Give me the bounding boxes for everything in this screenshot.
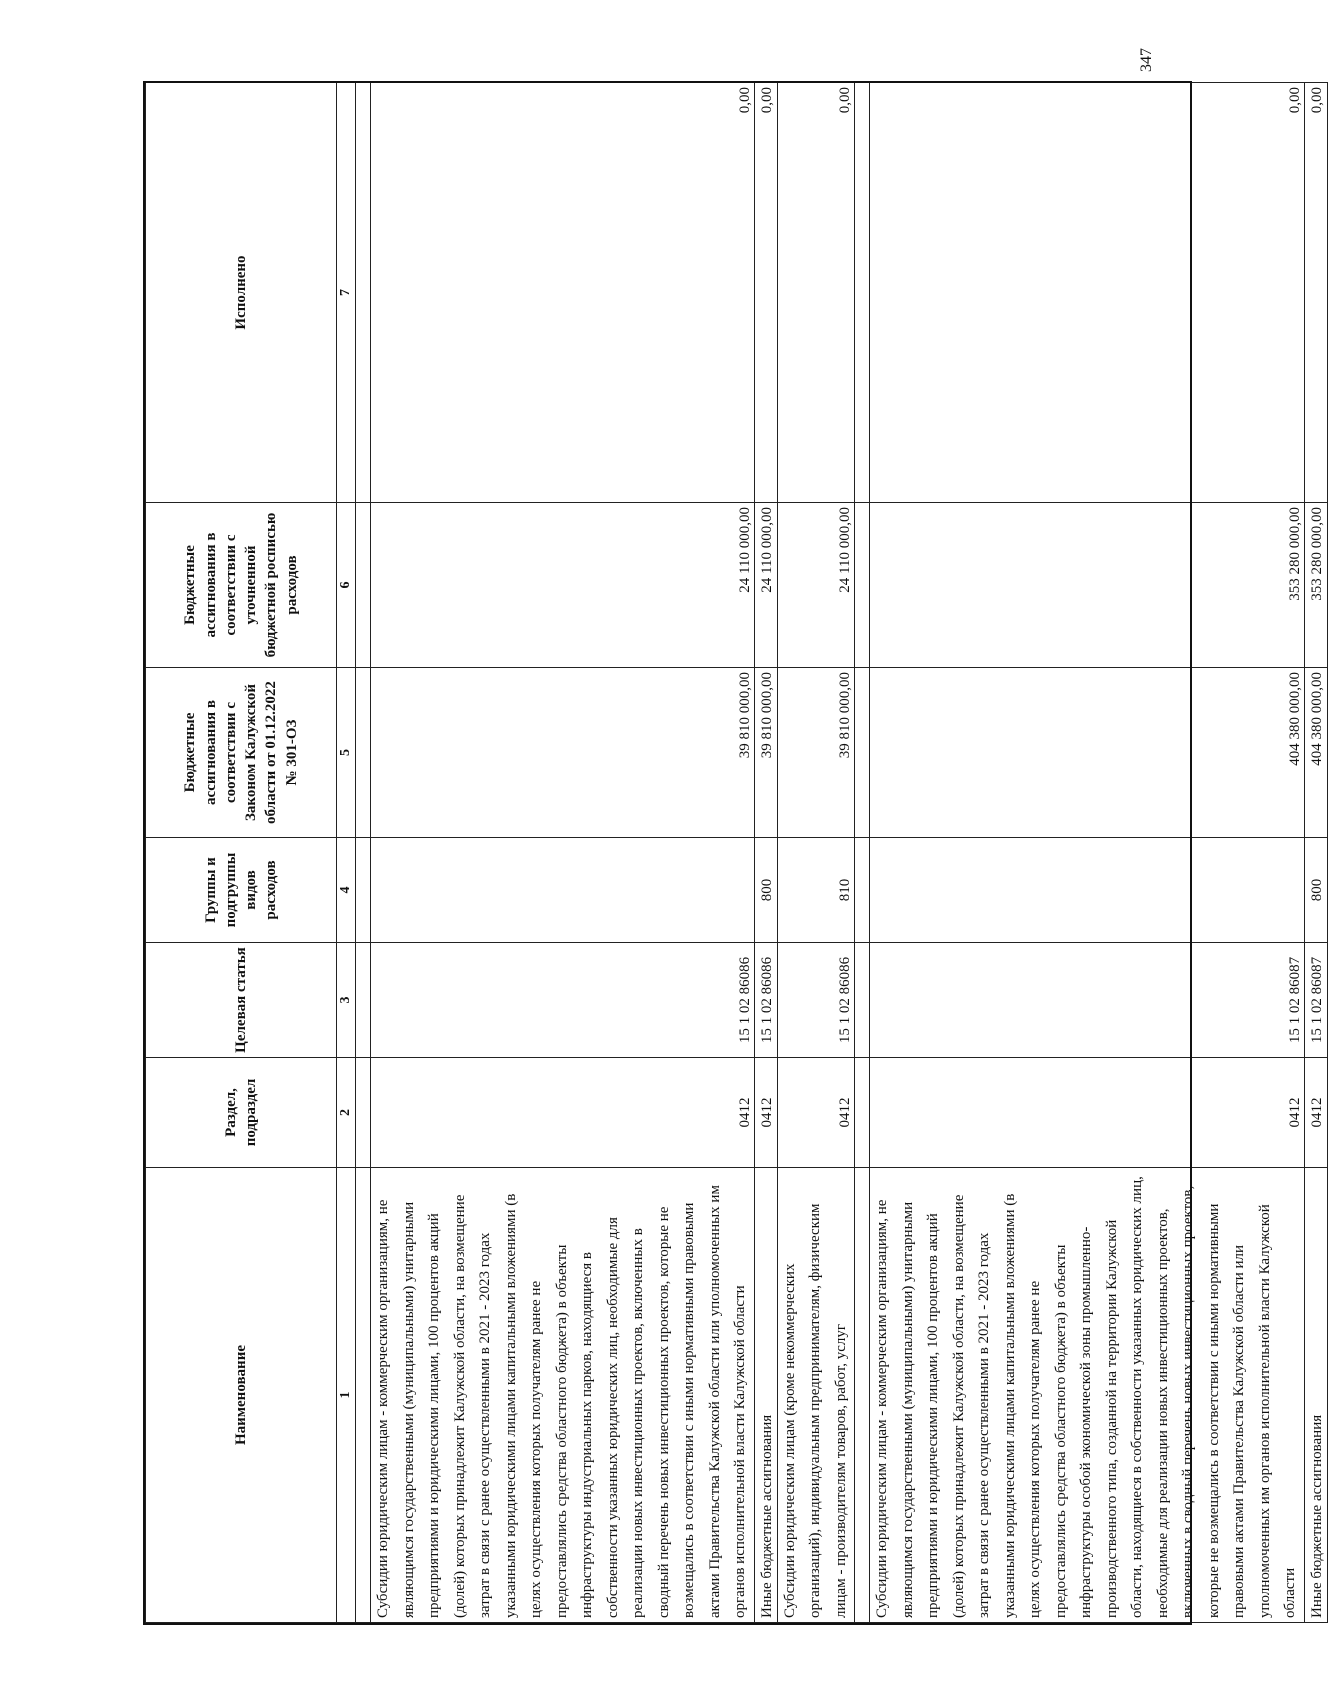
column-number: 7: [337, 83, 356, 503]
row-law: 39 810 000,00: [754, 668, 777, 838]
column-number: 6: [337, 503, 356, 668]
row-done: 0,00: [777, 83, 855, 503]
row-group: 810: [777, 838, 855, 943]
row-target: 15 1 02 86087: [870, 943, 1305, 1058]
row-done: 0,00: [870, 83, 1305, 503]
column-number: 3: [337, 943, 356, 1058]
row-target: 15 1 02 86086: [754, 943, 777, 1058]
row-group: 800: [1304, 838, 1327, 943]
row-done: 0,00: [1304, 83, 1327, 503]
table-row: [371, 83, 755, 1623]
row-done: 0,00: [371, 83, 755, 503]
budget-table: [145, 82, 1328, 1623]
row-name: Субсидии юридическим лицам (кроме некоммерческих организаций), индивидуальным предпринимателям, физическим лицам - производителям товаров, работ, услуг: [777, 1168, 855, 1623]
row-section: 0412: [1304, 1058, 1327, 1168]
table-row: [754, 83, 777, 1623]
row-section: 0412: [870, 1058, 1305, 1168]
column-number: 4: [337, 838, 356, 943]
header-done: Исполнено: [146, 83, 337, 503]
column-number: 2: [337, 1058, 356, 1168]
row-done: 0,00: [754, 83, 777, 503]
page-number: 347: [1138, 48, 1155, 72]
row-law: 39 810 000,00: [371, 668, 755, 838]
row-law: 404 380 000,00: [870, 668, 1305, 838]
table-row: [1304, 83, 1327, 1623]
table-frame: [145, 83, 1325, 1623]
row-revised: 24 110 000,00: [777, 503, 855, 668]
row-target: 15 1 02 86086: [371, 943, 755, 1058]
row-law: 39 810 000,00: [777, 668, 855, 838]
row-revised: 353 280 000,00: [870, 503, 1305, 668]
column-number-row: [337, 83, 356, 1623]
spacer-row: [855, 83, 870, 1623]
header-row: [146, 83, 337, 1623]
row-revised: 24 110 000,00: [371, 503, 755, 668]
row-target: 15 1 02 86086: [777, 943, 855, 1058]
table-row: [777, 83, 855, 1623]
row-law: 404 380 000,00: [1304, 668, 1327, 838]
row-target: 15 1 02 86087: [1304, 943, 1327, 1058]
row-name: Иные бюджетные ассигнования: [754, 1168, 777, 1623]
rotated-table-container: [145, 83, 1325, 1623]
header-group: Группы и подгруппы видов расходов: [146, 838, 337, 943]
row-name: Субсидии юридическим лицам - коммерческим организациям, не являющимся государственными (муниципальными) унитарными предприятиями и юридическими лицами, 100 процентов акций (долей) которых принадлежит Калужской области, на возмещение затрат в связи с ранее осуществленными в 2021 - 2023 годах указанными юридическими лицами капитальными вложениями (в целях осуществления которых получателям ранее не предоставлялись средства областного бюджета) в объекты инфраструктуры особой экономической зоны промышленно-производственного типа, созданной на территории Калужской области, находящиеся в собственности указанных юридических лиц, необходимые для реализации новых инвестиционных проектов, включенных в сводный перечень новых инвестиционных проектов, которые не возмещались в соответствии с иными нормативными правовыми актами Правительства Калужской области или уполномоченных им органов исполнительной власти Калужской области: [870, 1168, 1305, 1623]
table-row: [870, 83, 1305, 1623]
row-revised: 24 110 000,00: [754, 503, 777, 668]
header-name: Наименование: [146, 1168, 337, 1623]
row-group: [371, 838, 755, 943]
header-revised: Бюджетные ассигнования в соответствии с уточненной бюджетной росписью расходов: [146, 503, 337, 668]
row-section: 0412: [754, 1058, 777, 1168]
row-section: 0412: [777, 1058, 855, 1168]
header-law: Бюджетные ассигнования в соответствии с Законом Калужской области от 01.12.2022 № 301-ОЗ: [146, 668, 337, 838]
row-name: Субсидии юридическим лицам - коммерческим организациям, не являющимся государственными (муниципальными) унитарными предприятиями и юридическими лицами, 100 процентов акций (долей) которых принадлежит Калужской области, на возмещение затрат в связи с ранее осуществленными в 2021 - 2023 годах указанными юридическими лицами капитальными вложениями (в целях осуществления которых получателям ранее не предоставлялись средства областного бюджета) в объекты инфраструктуры индустриальных парков, находящиеся в собственности указанных юридических лиц, необходимые для реализации новых инвестиционных проектов, включенных в сводный перечень новых инвестиционных проектов, которые не возмещались в соответствии с иными нормативными правовыми актами Правительства Калужской области или уполномоченных им органов исполнительной власти Калужской области: [371, 1168, 755, 1623]
row-group: 800: [754, 838, 777, 943]
column-number: 5: [337, 668, 356, 838]
row-section: 0412: [371, 1058, 755, 1168]
header-section: Раздел, подраздел: [146, 1058, 337, 1168]
spacer-row: [356, 83, 371, 1623]
header-target: Целевая статья: [146, 943, 337, 1058]
column-number: 1: [337, 1168, 356, 1623]
row-revised: 353 280 000,00: [1304, 503, 1327, 668]
row-group: [870, 838, 1305, 943]
row-name: Иные бюджетные ассигнования: [1304, 1168, 1327, 1623]
